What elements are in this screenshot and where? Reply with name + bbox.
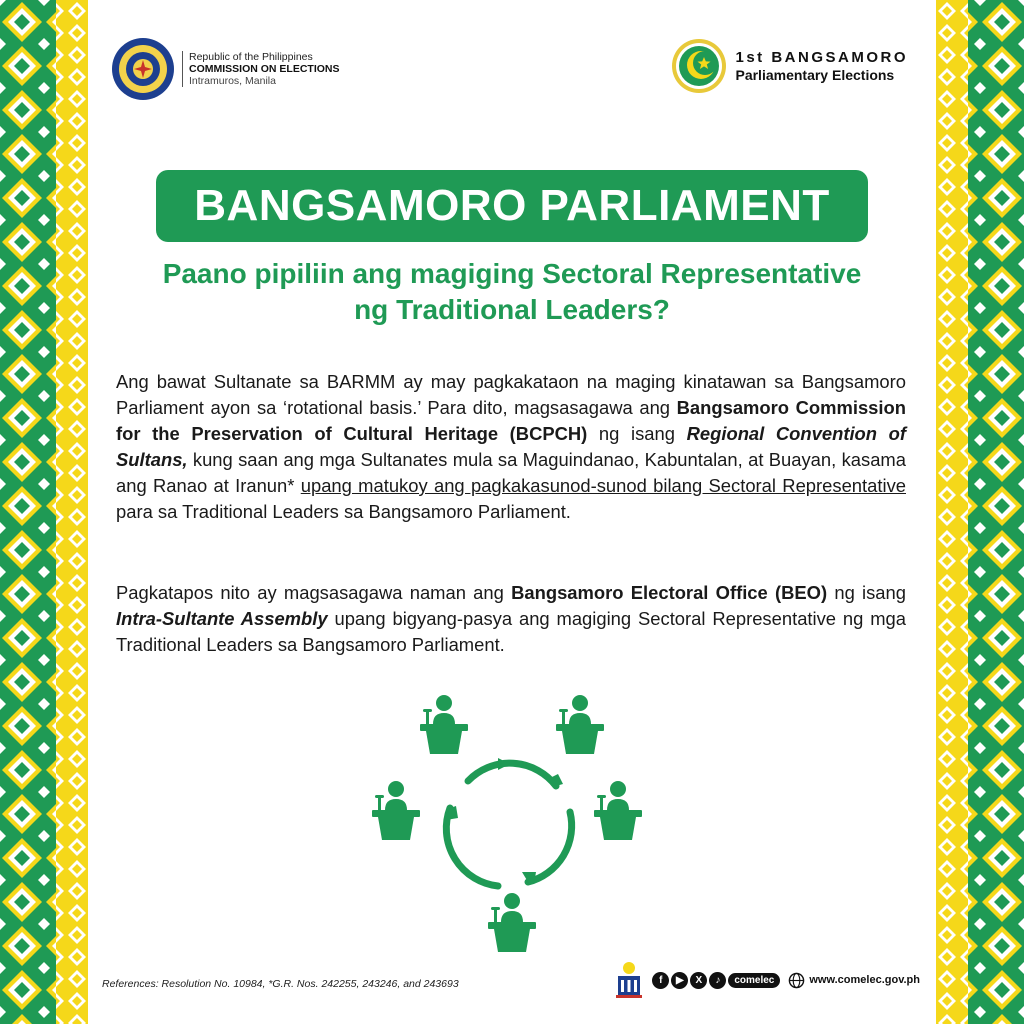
p1-text-4: para sa Traditional Leaders sa Bangsamoro Parliament. — [116, 501, 571, 522]
website-link[interactable]: www.comelec.gov.ph — [809, 974, 920, 986]
subtitle-line-2: ng Traditional Leaders? — [354, 294, 670, 325]
sultans-convention-illustration — [358, 686, 648, 958]
paragraph-2 — [116, 580, 906, 658]
subtitle — [108, 256, 916, 328]
barmm-seal-icon — [671, 38, 727, 94]
location-label: Intramuros, Manila — [189, 75, 276, 88]
x-icon[interactable]: X — [690, 972, 707, 989]
p1-text-2: ng isang — [587, 423, 687, 444]
p1-bold-1: Bangsamoro Commission for the Preservation of Cultural Heritage (BCPCH) — [116, 397, 906, 444]
globe-icon — [788, 972, 805, 989]
paragraph-1 — [116, 369, 906, 525]
p1-text-3: kung saan ang mga Sultanates mula sa Maguindanao, Kabuntalan, at Buayan, kasama ang Ranao at Iranun* — [116, 449, 906, 496]
social-icons — [652, 972, 788, 989]
references-note: References: Resolution No. 10984, *G.R. Nos. 242255, 243246, and 243693 — [102, 978, 459, 990]
cycle-arrows-icon — [446, 758, 572, 886]
p2-text-2: ng isang — [827, 582, 906, 603]
election-subtitle: Parliamentary Elections — [735, 66, 895, 83]
tiktok-icon[interactable]: ♪ — [709, 972, 726, 989]
left-woven-border — [0, 0, 88, 1024]
podium-speaker-icon — [594, 781, 642, 840]
page-title: BANGSAMORO PARLIAMENT — [194, 181, 830, 230]
facebook-icon[interactable]: f — [652, 972, 669, 989]
election-brand — [671, 38, 908, 94]
comelec-brand — [110, 36, 340, 102]
comelec-seal-icon — [110, 36, 176, 102]
social-handle[interactable]: comelec — [728, 973, 780, 988]
p1-underline-1: upang matukoy ang pagkakasunod-sunod bilang Sectoral Representative — [300, 475, 906, 496]
p2-bold-italic-1: Intra-Sultante Assembly — [116, 608, 328, 629]
republic-label: Republic of the Philippines — [189, 50, 313, 63]
p1-text-1: Ang bawat Sultanate sa BARMM ay may pagkakataon na maging kinatawan sa Bangsamoro Parliament ayon sa ‘rotational basis.’ Para dito, magsasagawa ang — [116, 371, 906, 418]
header — [110, 36, 908, 100]
election-brand-text — [735, 49, 908, 82]
subtitle-line-1: Paano pipiliin ang magiging Sectoral Representative — [162, 258, 862, 289]
podium-speaker-icon — [488, 893, 536, 952]
p2-bold-1: Bangsamoro Electoral Office (BEO) — [511, 582, 828, 603]
p1-bold-italic-1: Regional Convention of Sultans, — [116, 423, 907, 470]
podium-speaker-icon — [420, 695, 468, 754]
podium-speaker-icon — [372, 781, 420, 840]
footer-social — [614, 958, 920, 1002]
comelec-brand-text — [182, 51, 340, 87]
main-content — [88, 0, 936, 1024]
commission-label: COMMISSION ON ELECTIONS — [189, 62, 340, 75]
election-title: 1st BANGSAMORO — [735, 49, 908, 67]
p2-text-3: upang bigyang-pasya ang magiging Sectoral Representative ng mga Traditional Leaders sa Bangsamoro Parliament. — [116, 608, 906, 655]
title-banner — [156, 170, 868, 242]
p2-text-1: Pagkatapos nito ay magsasagawa naman ang — [116, 582, 512, 603]
right-woven-border — [936, 0, 1024, 1024]
comelec-building-icon — [614, 960, 644, 1000]
podium-speaker-icon — [556, 695, 604, 754]
youtube-icon[interactable]: ▶ — [671, 972, 688, 989]
